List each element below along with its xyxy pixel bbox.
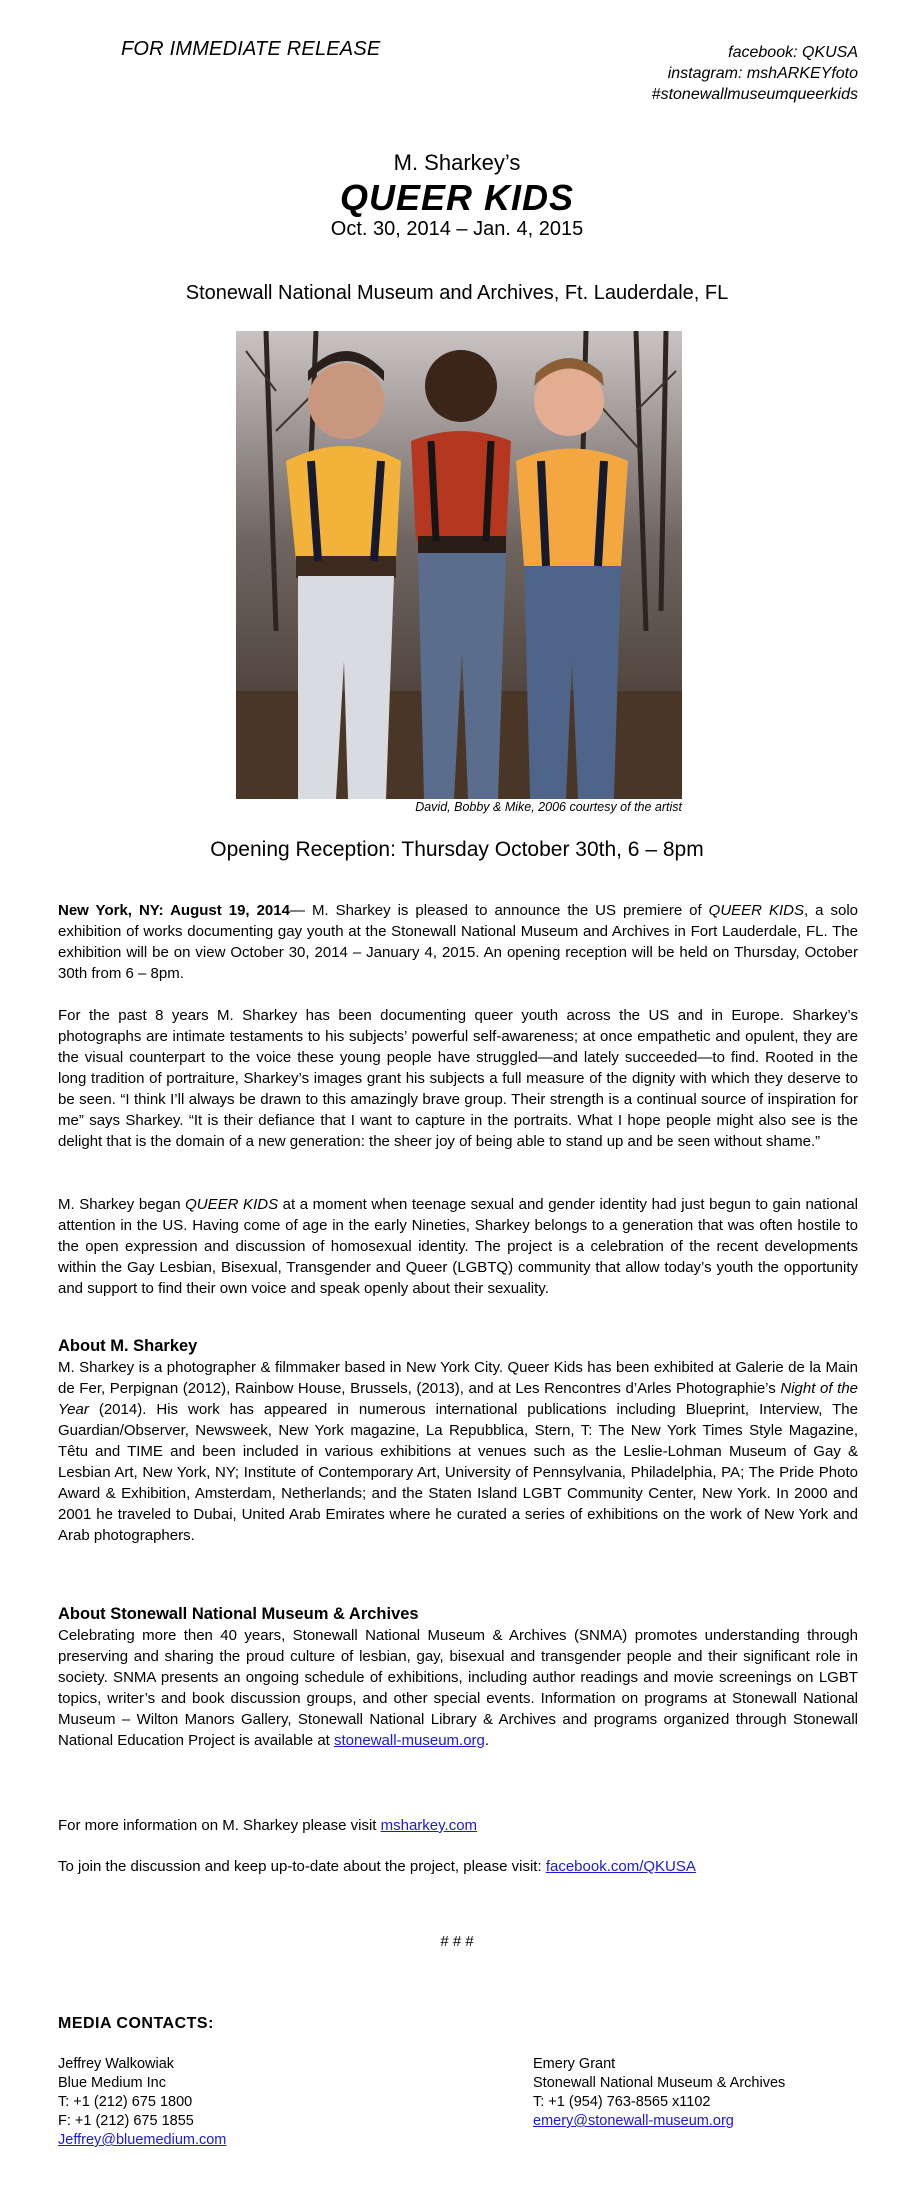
about-snma-section: About Stonewall National Museum & Archives Celebrating more then 40 years, Stonewall National Museum & Archives (SNMA) promotes understanding through preserving and sharing the proud culture of lesbian, gay, bisexual and transgender people and their significant role in society. SNMA presents an ongoing schedule of exhibitions, including author readings and movie screenings on LGBT topics, writer’s and book discussion groups, and other special events. Information on programs at Stonewall National Museum – Wilton Manors Gallery, Stonewall National Library & Archives and programs organized through Stonewall National Education Project is available at stonewall-museum.org. [58,1605,858,1749]
dateline: New York, NY: August 19, 2014 [58,902,290,919]
hashtag: #stonewallmuseumqueerkids [651,86,858,103]
about-sharkey-heading: About M. Sharkey [58,1337,198,1355]
project-paragraph: For the past 8 years M. Sharkey has been documenting queer youth across the US and in Europe. Sharkey’s photographs are intimate testaments to his subjects’ powerful self-awareness; at once empathetic and opulent, they are the visual counterpart to the voice these young people have struggled—and lately succeeded—to find. Rooted in the long tradition of portraiture, Sharkey’s images grant his subjects a full measure of the dignity with which they deserve to be seen. “I think I’ll always be drawn to this amazingly brave group. Their strength is a continual source of inspiration for me” says Sharkey. “It is their defiance that I want to capture in the portraits. What I hope people might also see is the delight that is the domain of a new generation: the sheer joy of being able to stand up and be seen without shame.” [58,1007,858,1150]
opening-reception: Opening Reception: Thursday October 30th, 6 – 8pm [210,838,704,861]
release-label: FOR IMMEDIATE RELEASE [121,38,381,60]
contact-name: Emery Grant [533,2056,616,2072]
contact-org: Stonewall National Museum & Archives [533,2075,786,2091]
contact-email-link[interactable]: emery@stonewall-museum.org [533,2113,734,2129]
contact-email-link[interactable]: Jeffrey@bluemedium.com [58,2132,227,2148]
context-paragraph: M. Sharkey began QUEER KIDS at a moment when teenage sexual and gender identity had just begun to gain national attention in the US. Having come of age in the early Nineties, Sharkey belongs to a generation that was often hostile to the open expression and discussion of homosexual identity. The project is a celebration of the recent developments within the Gay Lesbian, Bisexual, Transgender and Queer (LGBTQ) community that allow today’s youth the opportunity and support to find their own voice and speak openly about their sexuality. [58,1196,858,1297]
contact-name: Jeffrey Walkowiak [58,2056,175,2072]
announcement-paragraph: New York, NY: August 19, 2014— M. Sharkey is pleased to announce the US premiere of QUEER KIDS, a solo exhibition of works documenting gay youth at the Stonewall National Museum and Archives in Fort Lauderdale, FL. The exhibition will be on view October 30, 2014 – January 4, 2015. An opening reception will be held on Thursday, October 30th from 6 – 8pm. [58,902,858,982]
venue: Stonewall National Museum and Archives, Ft. Lauderdale, FL [185,282,729,304]
exhibition-title: QUEER KIDS [339,177,575,218]
end-mark: # # # [440,1933,474,1950]
facebook-handle: facebook: QKUSA [728,44,858,61]
media-contacts-heading: MEDIA CONTACTS: [58,2015,214,2032]
contact-left [58,2055,226,2150]
stonewall-museum-link[interactable]: stonewall-museum.org [334,1732,485,1749]
contact-phone: T: +1 (954) 763-8565 x1102 [533,2094,711,2110]
facebook-qkusa-link[interactable]: facebook.com/QKUSA [545,1858,696,1875]
about-snma-heading: About Stonewall National Museum & Archives [58,1605,419,1623]
discussion-line: To join the discussion and keep up-to-date about the project, please visit: facebook.com/QKUSA [58,1858,696,1875]
artist-name: M. Sharkey’s [393,150,521,175]
photo-caption: David, Bobby & Mike, 2006 courtesy of the artist [415,800,682,814]
contact-org: Blue Medium Inc [58,2075,166,2091]
contact-right [533,2055,785,2131]
portrait-illustration [236,331,682,799]
exhibition-photo [236,331,682,799]
about-sharkey-section: About M. Sharkey M. Sharkey is a photographer & filmmaker based in New York City. Queer Kids has been exhibited at Galerie de la Main de Fer, Perpignan (2012), Rainbow House, Brussels, (2013), and at Les Rencontres d’Arles Photographie’s Night of the Year (2014). His work has appeared in numerous international publications including Blueprint, Interview, The Guardian/Observer, Newsweek, New York magazine, La Repubblica, Stern, T: The New York Times Style Magazine, Têtu and TIME and been included in various exhibitions at venues such as the Leslie-Lohman Museum of Gay & Lesbian Art, New York, NY; Institute of Contemporary Art, University of Pennsylvania, Philadelphia, PA; The Pride Photo Award & Exhibition, Amsterdam, Netherlands; and the Staten Island LGBT Community Center, New York. In 2000 and 2001 he traveled to Dubai, United Arab Emirates where he curated a series of exhibitions on the work of New York and Arab photographers. [58,1337,859,1544]
exhibition-dates: Oct. 30, 2014 – Jan. 4, 2015 [330,218,584,240]
social-handles [652,42,858,105]
contact-fax: F: +1 (212) 675 1855 [58,2113,194,2129]
instagram-handle: instagram: mshARKEYfoto [667,65,858,82]
msharkey-link[interactable]: msharkey.com [380,1817,478,1834]
contact-phone: T: +1 (212) 675 1800 [58,2094,193,2110]
more-info-line: For more information on M. Sharkey please visit msharkey.com [58,1817,478,1834]
